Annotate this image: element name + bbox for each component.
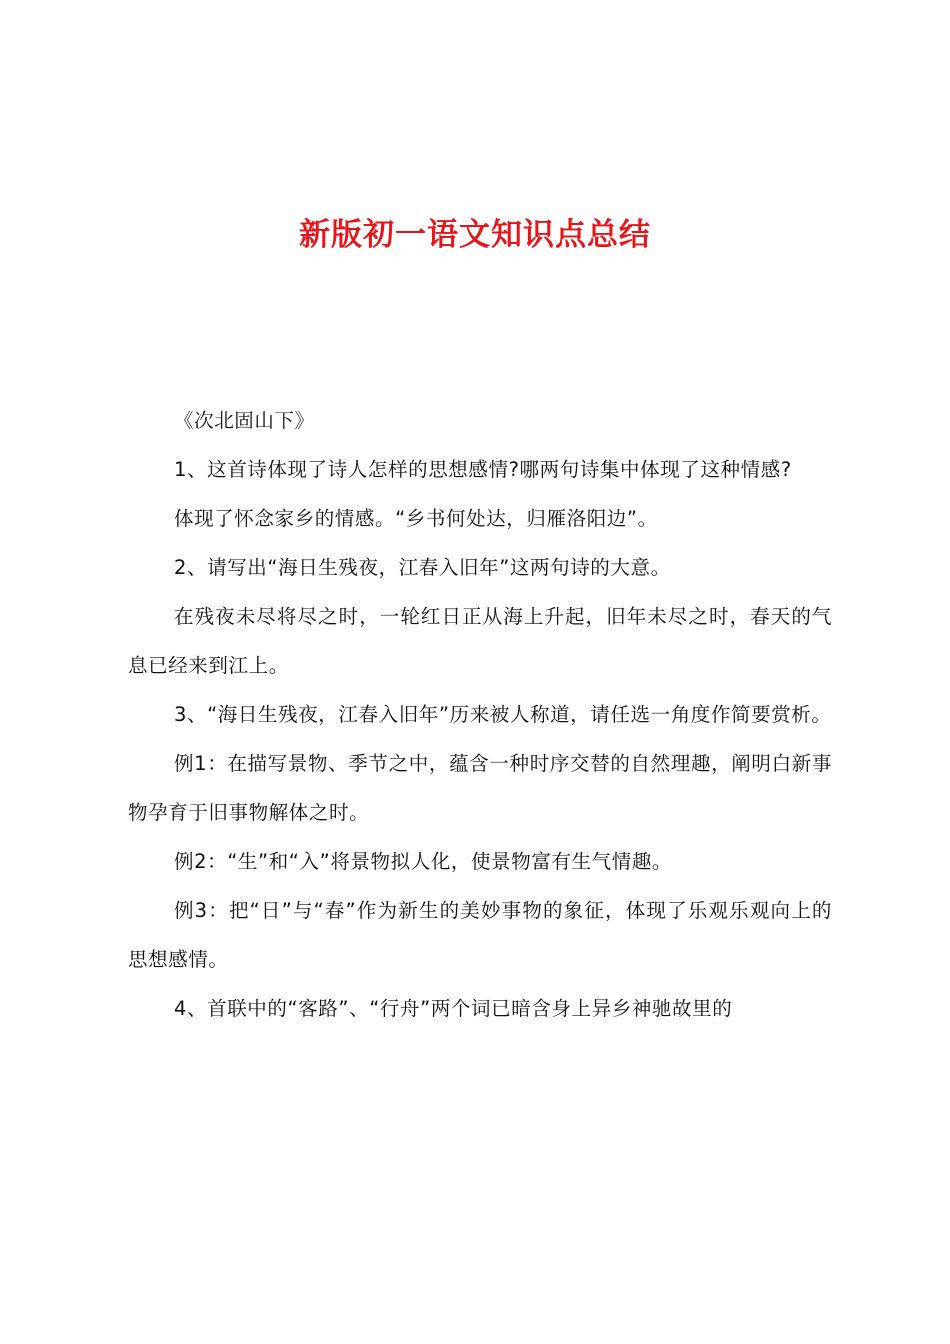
question-1-paragraph: 1、这首诗体现了诗人怎样的思想感情?哪两句诗集中体现了这种情感?	[174, 458, 792, 481]
answer-2-paragraph: 在残夜未尽将尽之时，一轮红日正从海上升起，旧年未尽之时，春天的气息已经来到江上。	[128, 605, 832, 677]
example-3-paragraph: 例3：把“日”与“春”作为新生的美妙事物的象征，体现了乐观乐观向上的思想感情。	[128, 899, 832, 971]
document-body	[128, 396, 832, 1033]
question-2-paragraph: 2、请写出“海日生残夜，江春入旧年”这两句诗的大意。	[174, 556, 671, 579]
answer-1-paragraph: 体现了怀念家乡的情感。“乡书何处达，归雁洛阳边”。	[174, 507, 658, 530]
document-title: 新版初一语文知识点总结	[299, 217, 651, 253]
example-2-paragraph: 例2：“生”和“入”将景物拟人化，使景物富有生气情趣。	[174, 850, 673, 873]
example-1-paragraph: 例1：在描写景物、季节之中，蕴含一种时序交替的自然理趣，阐明白新事物孕育于旧事物解体之时。	[128, 752, 832, 824]
question-4-paragraph: 4、首联中的“客路”、“行舟”两个词已暗含身上异乡神驰故里的	[174, 997, 733, 1020]
poem-title-paragraph: 《次北固山下》	[174, 409, 315, 432]
question-3-paragraph: 3、“海日生残夜，江春入旧年”历来被人称道，请任选一角度作简要赏析。	[174, 703, 832, 726]
